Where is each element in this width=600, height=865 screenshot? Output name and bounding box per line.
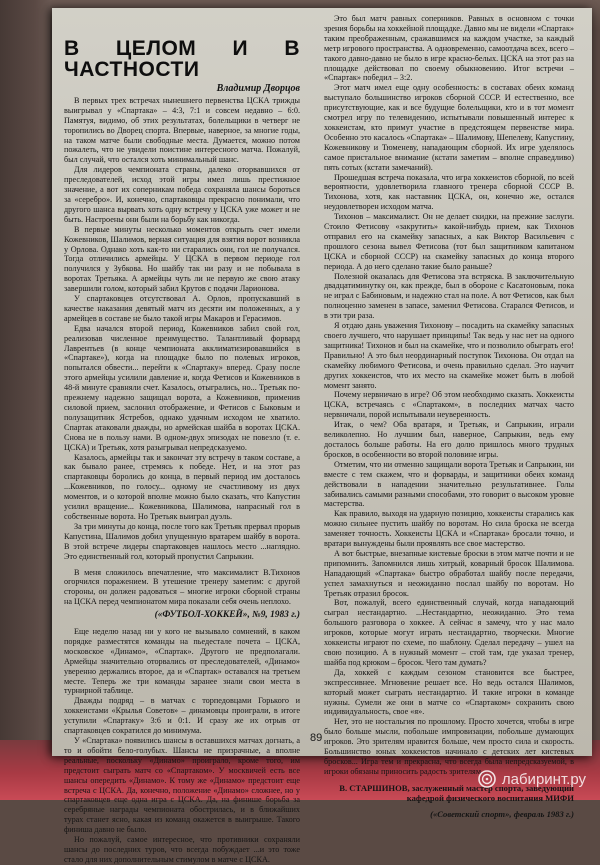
paragraph: Для лидеров чемпионата страны, далеко оторвавшихся от преследователей, исход этой игры имел лишь престижное значение, а вот их соперникам победа сохраняла шансы бороться за «серебро». И, конечно, спартаковцы прекрасно понимали, что другого шанса вырвать хоть одну встречу у ЦСКА уже может и не быть. Настроены они были на борьбу как никогда. bbox=[64, 165, 300, 224]
paragraph: Как правило, выходя на ударную позицию, хоккеисты старались как можно сильнее пустить шайбу по воротам. Но сила броска не всегда заменяет точность. Хоккеисты ЦСКА и «Спартака» бросали точно, и вратари вынуждены были проявлять все свое мастерство. bbox=[324, 509, 574, 549]
paragraph: Едва начался второй период, Кожевников забил свой гол, реализовав численное преимущество. Талантливый форвард Лаврентьев (в конце чемпионата акклиматизировавшийся в «Спартаке»), когда на площадке было по полевых игроков, попытался обвести... перейти к «Спартаку» вперед. Сразу после этого армейцы усилили давление и, когда Фетисов и Кожевников в 48-й минуте сравняли счет. Казалось, отыгрались, но... Третьяк по-прежнему надежно защищал ворота, а Кожевников, применив силовой прием, заслонил отображение, и Фетисов с Быковым и полузащитник Ястребов, однако удачным исходом не хватило. Спартак атаковали дважды, но армейская шайба в воротах ЦСКА. Снова не в пользу нами. В одном-двух эпизодах не повезло (т. е. ЦСКА) и Третьяк, хотя разыгрывал непредсказуемо. bbox=[64, 323, 300, 452]
paragraph: В первые минуты несколько моментов открыть счет имели Кожевников, Шалимов, верная ситуация для взятия ворот возникла у Орлова. Однако хоть как-то ни старались они, гол не получался. Тогда отличились армейцы. У ЦСКА в первом периоде гол получился у Зубкова. Но шайбу так ни разу и не побывала в воротах Третьяка. А армейцы чуть ли не первую же свою атаку завершили голом, который забил Крутов с подачи Ларионова. bbox=[64, 224, 300, 294]
paragraph: Это был матч равных соперников. Равных в основном с точки зрения борьбы на хоккейной площадке. Давно мы не видели «Спартак» таким преображенным, сражавшимся на каждом участке, за каждый метр игрового пространства. А одновременно, самоотдача всех, всего – такого давно-давно не было в игре красно-белых. ЦСКА на этот раз на площадке действовал по своему обыкновению. Итог встречи – «Спартак» победил – 3:2. bbox=[324, 14, 575, 83]
paragraph: Казалось, армейцы так и закончат эту встречу в таком составе, а как бывало ранее, стремясь к победе. Нет, и на этот раз спартаковцы боролись до конца, в первый период им досталось ...Кожевников, по голосу... одному не счастливому из двух моментов, и о которой вполне можно было сказать, что Капустин усилил вращение... Кожевникова, Шалимова, напрасный гол в собственные ворота. Но Третьяк выиграл дуэль. bbox=[64, 452, 300, 521]
paragraph: Прошедшая встреча показала, что игра хоккеистов сборной, по всей вероятности, удовлетворила главного тренера сборной СССР В. Тихонова, хотя, как наставник ЦСКА, он, конечно же, остался неудовлетворен исходом матча. bbox=[324, 172, 574, 212]
paragraph: Отметим, что ни отменно защищали ворота Третьяк и Сапрыкин, ни вместе с тем скажем, что и форварды, и защитники обеих команд действовали в нападении значительно результативнее. Голы забивались самыми разными способами, это говорит о высоком уровне мастерства. bbox=[324, 459, 574, 509]
right-paragraphs-part1 bbox=[324, 14, 574, 321]
paragraph: Итак, о чем? Оба вратаря, и Третьяк, и Сапрыкин, играли великолепно. Но лучшим был, наверное, Сапрыкин, ведь ему досталось больше работы. На его долю пришлось много трудных бросков, в особенности во второй половине игры. bbox=[324, 420, 574, 459]
paragraph: Я отдаю дань уважения Тихонову – посадить на скамейку запасных своего лучшего, что нарушает принципы! Так ведь у нас нет на одного защитника! Тихонов и был на скамейке, что и позволило обыграть его! Правильно! А это был неординарный поступок Тихонова. Он отдал на скамейку любимого Фетисова, и очень правильно сделал. Это научит других хоккеистов, что их место на скамейке может быть в любой момент занято. bbox=[324, 321, 574, 390]
paragraph: Да, хоккей с каждым сезоном становится все быстрее, экспрессивнее. Мгновение решает все. Но ведь остался Шалимов, который может сыграть нестандартно. И такие игроки в команде нужны. Сумели же они в матче со «Спартаком» сохранить свою индивидуальность, свое «я». bbox=[324, 667, 574, 717]
paragraph: У спартаковцев отсутствовал А. Орлов, пропускавший в качестве наказания девятый матч из десяти им положенных, а у армейцев в составе не было такой игры Макаров и Герасимов. bbox=[64, 294, 300, 323]
right-paragraphs-part3 bbox=[324, 598, 574, 776]
left-paragraphs-part1 bbox=[64, 96, 300, 562]
article-author: Владимир Дворцов bbox=[216, 83, 300, 94]
labyrinth-logo-icon bbox=[478, 770, 496, 788]
paragraph: Дважды подряд – в матчах с торпедовцами Горького и хоккеистами «Крылья Советов» – динамовцы проиграли, в итоге уступили «Спартаку» 3:6 и 0:1. И сразу же их отрыв от спартаковцев сократился до минимума. bbox=[64, 696, 300, 736]
left-source-citation: («ФУТБОЛ-ХОККЕЙ», №9, 1983 г.) bbox=[154, 610, 300, 621]
paragraph: В первых трех встречах нынешнего первенства ЦСКА трижды выигрывал у «Спартака» – 4:3, 7:1 и совсем недавно – 6:0. Памятуя, видимо, об этих результатах, болельщики в четверг не торопились во Дворец спорта. Впервые, наверное, за многие годы, на таком матче были свободные места. Думается, можно потом пожалеть, что не увидели поистине интересного матча. Пожалуй, был случай, что остался хоть минимальный шанс. bbox=[64, 95, 300, 165]
watermark bbox=[478, 770, 586, 788]
paragraph: А вот быстрые, внезапные кистевые броски в этом матче почти и не припомнить. Запомнился лишь хитрый, коварный бросок Шалимова. Нападающий «Спартака» быстро обработал шайбу после передачи, успел замахнуться и неожиданно послал шайбу по воротам. Но Третьяк отразил бросок. bbox=[324, 548, 574, 598]
page-number: 89 bbox=[310, 732, 323, 744]
right-paragraphs-part2 bbox=[324, 321, 574, 598]
left-paragraphs-part2 bbox=[64, 568, 300, 608]
paragraph: Но пожалуй, самое интересное, что противники сохраняли шансы до последних туров, что всегда побуждает ...и это тоже стало для них дополнительным стимулом в матче с ЦСКА. bbox=[64, 835, 300, 864]
paragraph: В меня сложилось впечатление, что максималист В.Тихонов огорчился поражением. В утешение тренеру заметим: с другой стороны, он должен радоваться – многие игроки сборной страны на ЦСКА перед чемпионатом мира показали себя очень неплохо. bbox=[64, 567, 300, 607]
background-left bbox=[0, 0, 50, 800]
article-signature: В. СТАРШИНОВ, заслуженный мастер спорта, заведующий кафедрой физического воспитания МИФИ bbox=[339, 782, 574, 804]
paragraph: За три минуты до конца, после того как Третьяк прервал прорыв Капустина, Шалимов добил упущенную вратарем шайбу в ворота. В этой встрече лидеры спартаковцев нашлось место ...наглядно. Это единственный гол, который пропустил Сапрыкин. bbox=[64, 521, 300, 561]
paragraph: Тихонов – максималист. Он не делает скидки, на прежние заслуги. Стоило Фетисову «закрутить» какой-нибудь прием, как Тихонов отправил его на скамейку запасных, а как Виктор Васильевич с прошлого сезона вывел Фетисова (тот был защитником капитаном ЦСКА и сборной СССР) на скамейку запасных до конца второго периода. А до него сделано такие было раньше? bbox=[324, 212, 574, 271]
right-source-citation: («Советский спорт», февраль 1983 г.) bbox=[430, 808, 574, 819]
paragraph: Нет, это не ностальгия по прошлому. Просто хочется, чтобы в игре было больше мысли, побольше импровизации, побольше думающих игроков. Это зрителям нравится больше, чем просто сила и скорость. Большинство юных хоккеистов начинало с детских лет кистевых бросков... Игра тем и прекрасна, что всегда была непредсказуемой, в игроки обязаны приносить радость зрителям. bbox=[324, 717, 574, 776]
right-column bbox=[324, 14, 574, 820]
paragraph: Почему нервничаю в игре? Об этом необходимо сказать. Хоккеисты ЦСКА, встречаясь с «Спартаком», в последних матчах часто нервничали, порой испытывали неуверенность. bbox=[324, 390, 574, 420]
left-column bbox=[64, 14, 300, 865]
paragraph: Полезной оказалась для Фетисова эта встряска. В заключительную двадцатиминутку он, как прежде, был в обороне с Касатоновым, пока не играл с Бабиновым, и надежно стал на поле. А вот Фетисов, как был полноценно заменен в запасе, заменил Фетисова. Старался Фетисов, и в эти три раза. bbox=[324, 271, 574, 321]
left-paragraphs-part3 bbox=[64, 627, 300, 865]
watermark-text: лабиринт.ру bbox=[501, 770, 586, 788]
paragraph: У «Спартака» появились шансы в оставшихся матчах догнать, а то и обойти бело-голубых. Шансы не призрачные, а вполне реальные, поскольку «Динамо» проиграло, кроме того, им предстоит сыграть матч со «Спартаком». У москвичей есть все шансы опередить «Динамо». К тому же «Динамо» предстоит еще встреча с ЦСКА. Да, конечно, положение «Динамо» сложнее, но у спартаковцев еще одна игра с ЦСКА. Да, на финише борьба за серебряные награды чемпионата обострилась, и в ближайших турах станет ясно, какая из команд окажется в выигрыше. Такого финиша давно не было. bbox=[64, 736, 300, 835]
paragraph: Вот, пожалуй, всего единственный случай, когда нападающий сыграл нестандартно. ...Нестандартно, неожиданно. Это тема большого разговора о хоккее. А сейчас я замечу, что у нас мало игроков, которые могут играть нестандартно, творчески. Многие хоккеисты играют по схеме, по шаблону. Сделал передачу – ушел на свою позицию. А в нужный момент – стой там, где указал тренер, шайба под крюком – бросок. Чего там думать? bbox=[324, 598, 574, 667]
paragraph: Еще неделю назад ни у кого не вызывало сомнений, в каком порядке разместятся команды на пьедестале почета – ЦСКА, московское «Динамо», «Спартак». Другого не предполагали. Армейцы значительно оторвались от преследователей, «Динамо» уверенно держались второе, да и «Спартак» оставался на третьем месте. Теперь же три команды заранее знали свои места в турнирной таблице. bbox=[64, 627, 300, 696]
article-title: В ЦЕЛОМ И В ЧАСТНОСТИ bbox=[64, 37, 300, 81]
paragraph: Этот матч имел еще одну особенность: в составах обеих команд выступало большинство игроков сборной СССР. И естественно, все присутствующие, как и все будущие болельщики, кто и в тот момент смотрел игру по телевидению, испытывали повышенный интерес к хоккеистам, кто примут участие в предстоящем первенстве мира. Особенно это касалось «Спартака» – Шалимову, Шепелеву, Капустину, Кожевникову и Тюменеву, нападающим сборной. Их игре уделялось самое пристальное внимание (кстати заметим – вполне справедливо) пять сотых (кстати замечаний). bbox=[324, 83, 574, 172]
